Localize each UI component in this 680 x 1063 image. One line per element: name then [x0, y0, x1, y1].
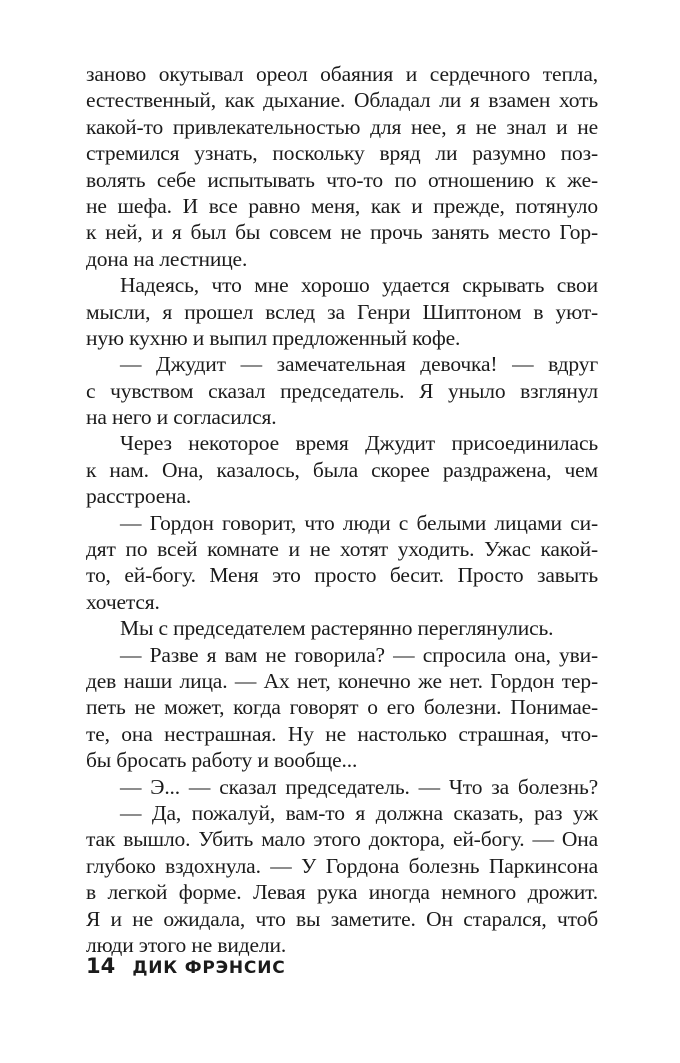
- body-text: [86, 61, 598, 958]
- text-line: в легкой форме. Левая рука иногда немного дрожит.: [86, 880, 598, 905]
- text-line: — Джудит — замечательная девочка! — вдруг: [120, 352, 598, 377]
- text-line: — Гордон говорит, что люди с белыми лицами си-: [120, 510, 598, 535]
- text-line: заново окутывал ореол обаяния и сердечного тепла,: [86, 62, 598, 86]
- text-line: мысли, я прошел вслед за Генри Шиптоном в уют-: [86, 299, 598, 324]
- text-line: ную кухню и выпил предложенный кофе.: [86, 325, 461, 350]
- text-line: какой-то привлекательностью для нее, я не знал и не: [86, 114, 598, 139]
- text-line: Я и не ожидала, что вы заметите. Он старался, чтоб: [86, 906, 598, 931]
- page-footer: [86, 952, 286, 980]
- text-line: стремился узнать, поскольку вряд ли разумно поз-: [86, 141, 598, 166]
- text-line: — Да, пожалуй, вам-то я должна сказать, раз уж: [120, 800, 598, 825]
- text-line: расстроена.: [86, 484, 192, 509]
- text-line: дев наши лица. — Ах нет, конечно же нет. Гордон тер-: [86, 668, 598, 693]
- text-line: люди этого не видели.: [86, 932, 287, 957]
- text-line: Мы с председателем растерянно переглянулись.: [120, 616, 554, 641]
- text-line: — Разве я вам не говорила? — спросила она, уви-: [120, 642, 598, 667]
- text-line: те, она нестрашная. Ну не настолько страшная, что-: [86, 721, 598, 746]
- text-line: на него и согласился.: [86, 405, 277, 430]
- text-line: к нам. Она, казалось, была скорее раздражена, чем: [86, 457, 598, 482]
- text-line: с чувством сказал председатель. Я уныло взглянул: [86, 378, 598, 403]
- text-line: глубоко вздохнула. — У Гордона болезнь Паркинсона: [86, 853, 598, 878]
- text-line: дят по всей комнате и не хотят уходить. Ужас какой-: [86, 537, 598, 562]
- text-line: не шефа. И все равно меня, как и прежде, потянуло: [86, 193, 598, 218]
- text-line: Через некоторое время Джудит присоединилась: [120, 431, 598, 456]
- text-line: волять себе испытывать что-то по отношению к же-: [86, 167, 598, 192]
- text-line: — Э... — сказал председатель. — Что за болезнь?: [120, 774, 598, 799]
- text-line: так вышло. Убить мало этого доктора, ей-богу. — Она: [86, 827, 598, 852]
- text-line: к ней, и я был бы совсем не прочь занять место Гор-: [86, 220, 598, 245]
- running-head-author: ДИК ФРЭНСИС: [132, 958, 286, 978]
- text-line: Надеясь, что мне хорошо удается скрывать свои: [120, 273, 598, 298]
- text-line: хочется.: [86, 589, 160, 614]
- text-line: петь не может, когда говорят о его болезни. Понимае-: [86, 695, 598, 720]
- text-line: дона на лестнице.: [86, 246, 248, 271]
- text-line: то, ей-богу. Меня это просто бесит. Просто завыть: [86, 563, 598, 588]
- text-line: естественный, как дыхание. Обладал ли я взамен хоть: [86, 88, 598, 113]
- text-line: бы бросать работу и вообще...: [86, 748, 358, 773]
- page-number: 14: [86, 954, 116, 978]
